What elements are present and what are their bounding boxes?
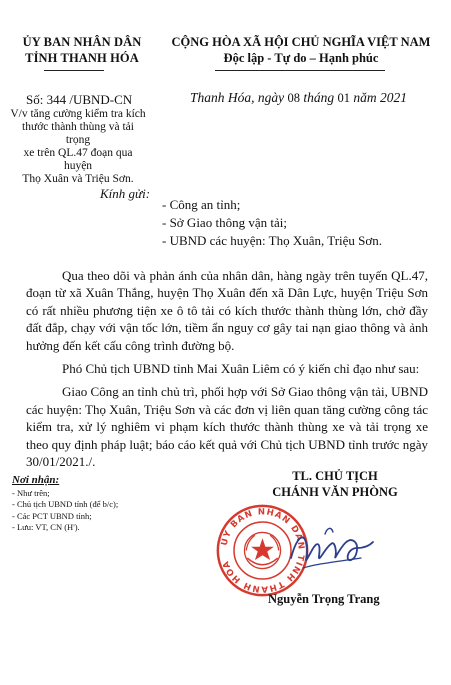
issuing-agency [8,34,156,66]
document-body [26,267,428,476]
subject-line: Thọ Xuân và Triệu Sơn. [22,173,134,185]
recipient-item: - Công an tỉnh; [162,197,241,212]
national-motto: Độc lập - Tự do – Hạnh phúc [223,51,379,65]
signature-position: CHÁNH VĂN PHÒNG [272,485,398,499]
recipient-item: - Sở Giao thông vận tải; [162,215,287,230]
subject-line: xe trên QL.47 đoạn qua huyện [23,147,133,172]
distribution-item: - Chủ tịch UBND tỉnh (để b/c); [12,499,119,509]
distribution-item: - Các PCT UBND tỉnh; [12,510,92,521]
national-header [156,34,446,66]
signer-name: Nguyễn Trọng Trang [268,592,380,606]
svg-text:ỦY BAN NHÂN DÂN TỈNH THANH HÓA: ỦY BAN NHÂN DÂN TỈNH THANH HÓA [219,507,306,594]
recipient-item: - UBND các huyện: Thọ Xuân, Triệu Sơn. [162,233,383,248]
body-paragraph: Qua theo dõi và phản ánh của nhân dân, hàng ngày trên tuyến QL.47, đoạn từ xã Xuân Thắng, huyện Thọ Xuân đến xã Dân Lực, huyện Triệu Sơn có rất nhiều phương tiện xe ô tô tải có kích thước thành thùng lớn, chở đầy đất đắp, chạy với vận tốc lớn, tiềm ẩn nguy cơ gây tai nạn giao thông và ảnh hưởng đến kết cấu công trình đường bộ. [26,268,428,353]
date-month-word: tháng [303,90,335,105]
motto-underline [215,70,385,71]
document-number: Số: 344 /UBND-CN [26,92,133,107]
kinh-gui-label: Kính gửi: [100,186,151,201]
body-paragraph: Phó Chủ tịch UBND tỉnh Mai Xuân Liêm có ý kiến chỉ đạo như sau: [62,361,420,377]
date-place: Thanh Hóa, ngày [190,90,285,105]
body-paragraph: Giao Công an tỉnh chủ trì, phối hợp với Sở Giao thông vận tải, UBND các huyện: Thọ Xuân, Triệu Sơn và các đơn vị liên quan tăng cường công tác kiểm tra, xử lý nghiêm vi phạm kích thước thành thùng xe và tải trọng xe theo quy định pháp luật; báo cáo kết quả với Chủ tịch UBND tỉnh trước ngày 30/01/2021./. [26,384,428,470]
signature-title: TL. CHỦ TỊCH [292,469,378,483]
subject-line: thước thành thùng và tải trọng [22,121,134,146]
recipient-list [162,196,382,250]
agency-name-line1: ỦY BAN NHÂN DÂN [22,35,142,49]
nation-title: CỘNG HÒA XÃ HỘI CHỦ NGHĨA VIỆT NAM [171,35,431,49]
distribution-title: Nơi nhận: [12,474,60,486]
handwritten-signature-icon [285,518,375,583]
signature-block [240,468,430,500]
issue-date [190,90,407,106]
date-month: 01 [337,91,351,105]
subject-line: V/v tăng cường kiểm tra kích [10,108,146,120]
date-day: 08 [287,91,300,105]
date-year: năm 2021 [353,90,408,105]
distribution-list [12,475,118,534]
agency-underline [44,70,104,71]
distribution-item: - Như trên; [12,487,50,498]
distribution-item: - Lưu: VT, CN (H'). [12,522,80,532]
subject-summary [10,108,146,186]
agency-name-line2: TỈNH THANH HÓA [25,51,139,65]
